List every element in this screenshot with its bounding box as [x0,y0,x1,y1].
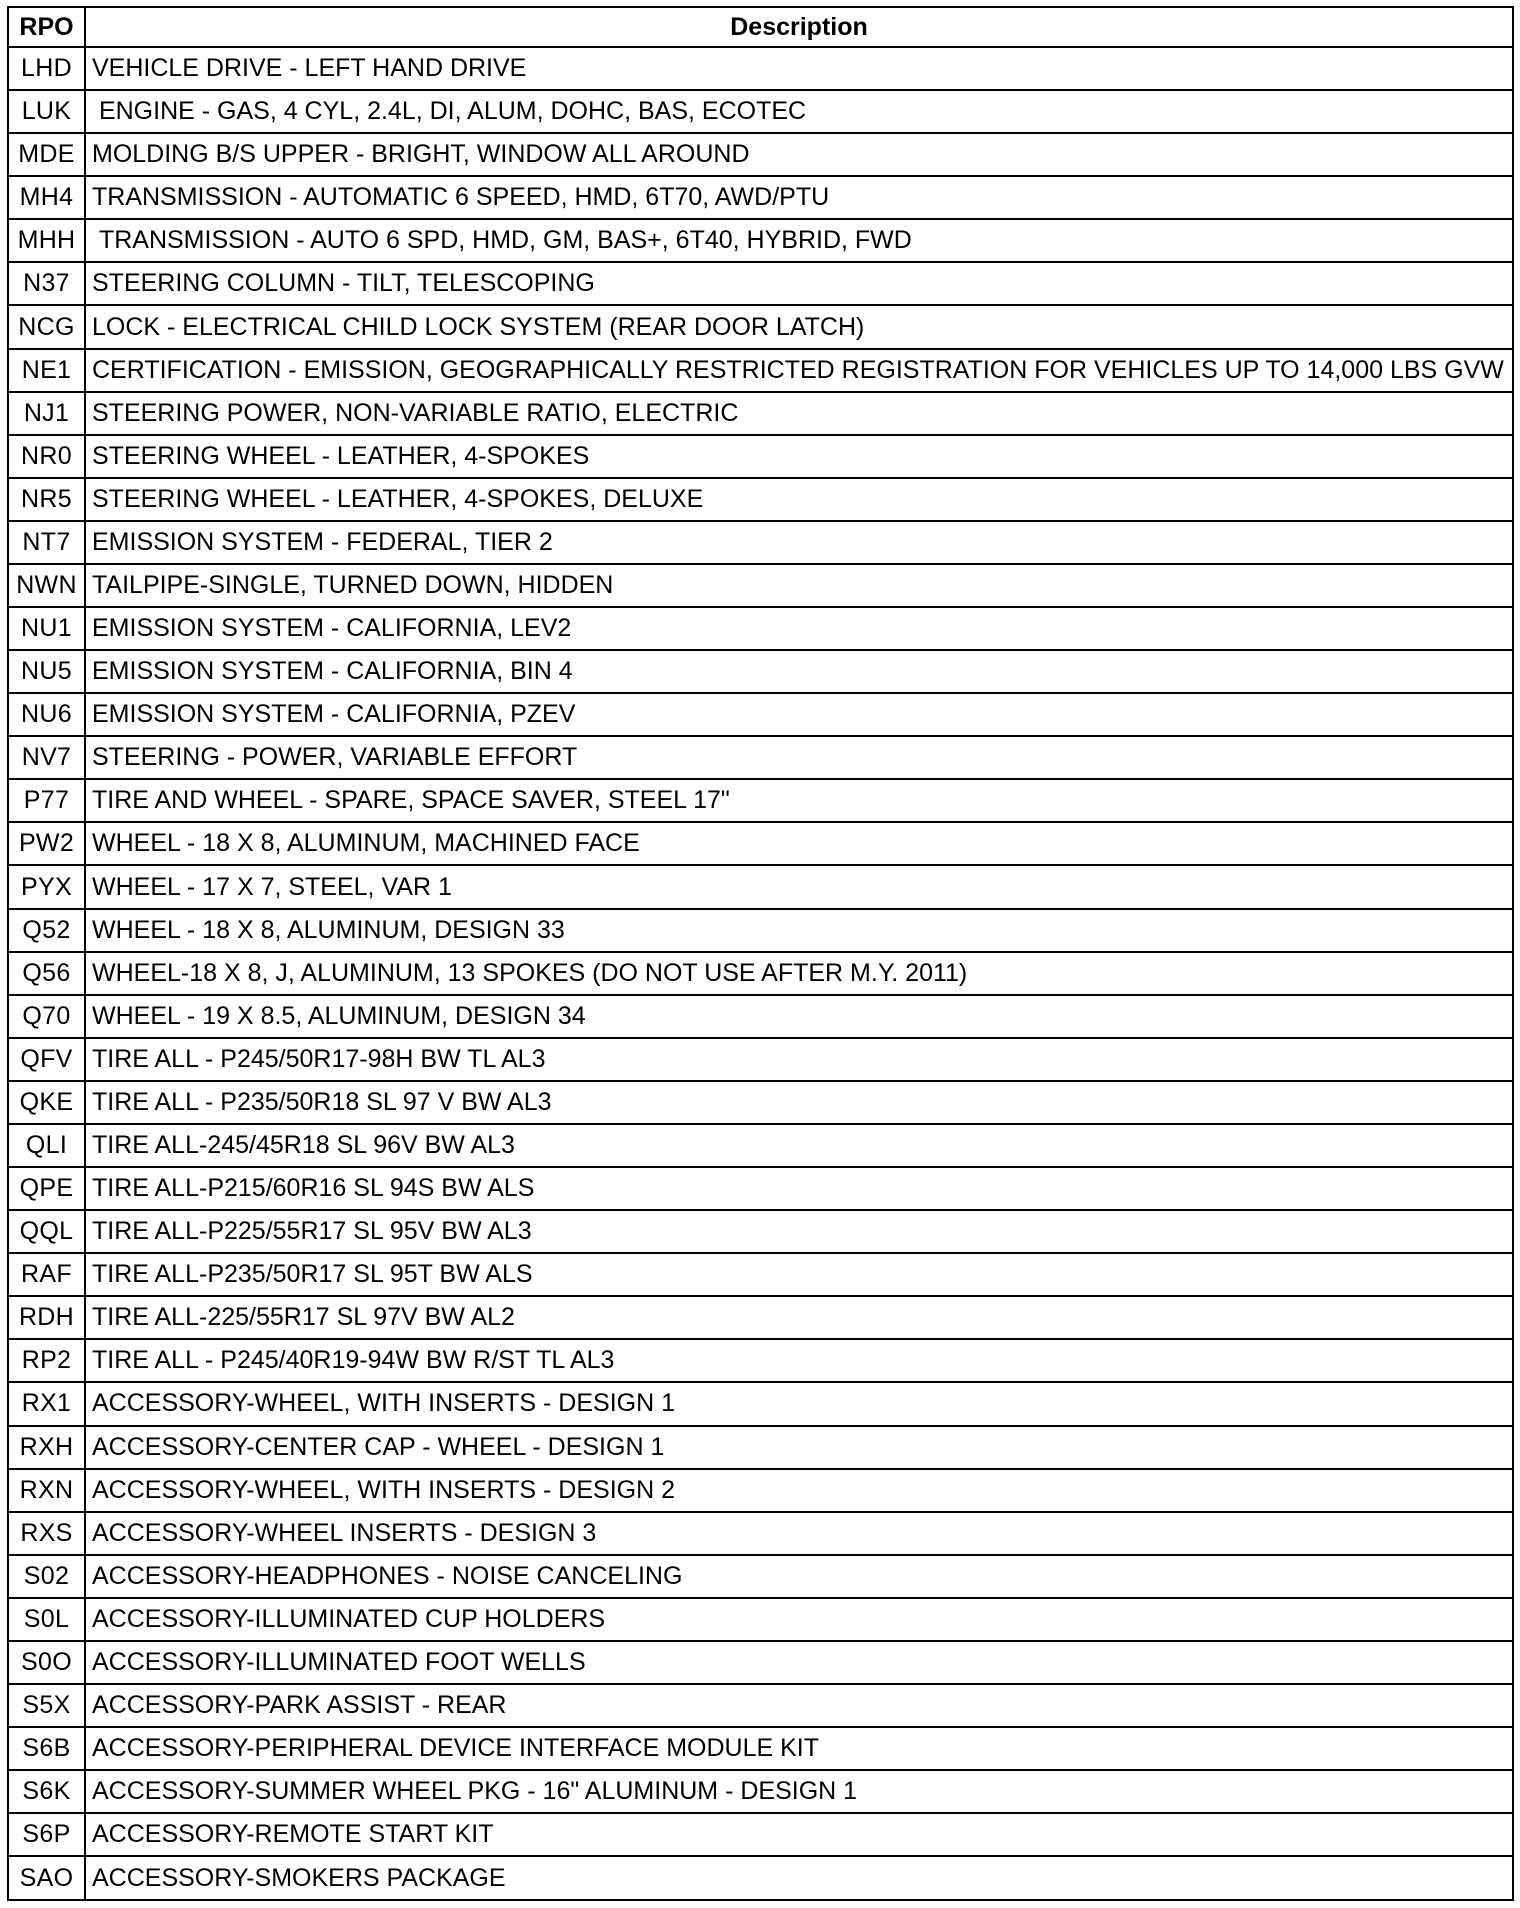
table-row [8,1339,1513,1382]
rpo-code-cell: S0O [8,1641,85,1684]
table-row [8,349,1513,392]
rpo-code-cell: PW2 [8,822,85,865]
rpo-code-cell: NU6 [8,693,85,736]
rpo-code-cell: RDH [8,1296,85,1339]
rpo-code-cell: NWN [8,564,85,607]
table-row [8,995,1513,1038]
rpo-code-cell: QQL [8,1210,85,1253]
rpo-code-cell: LHD [8,47,85,90]
rpo-table-sheet [7,6,1514,1901]
description-cell: ACCESSORY-REMOTE START KIT [85,1813,1513,1856]
rpo-code-cell: NR0 [8,435,85,478]
description-cell: ACCESSORY-WHEEL, WITH INSERTS - DESIGN 2 [85,1469,1513,1512]
rpo-code-cell: NU1 [8,607,85,650]
table-row [8,1598,1513,1641]
description-cell: STEERING WHEEL - LEATHER, 4-SPOKES [85,435,1513,478]
description-cell: TIRE ALL-P235/50R17 SL 95T BW ALS [85,1253,1513,1296]
table-row [8,90,1513,133]
column-header-description: Description [85,7,1513,47]
description-cell: TIRE ALL-P215/60R16 SL 94S BW ALS [85,1167,1513,1210]
table-row [8,736,1513,779]
description-cell: ACCESSORY-CENTER CAP - WHEEL - DESIGN 1 [85,1426,1513,1469]
description-cell: ACCESSORY-ILLUMINATED FOOT WELLS [85,1641,1513,1684]
description-cell: ACCESSORY-SUMMER WHEEL PKG - 16" ALUMINUM - DESIGN 1 [85,1770,1513,1813]
table-row [8,305,1513,348]
rpo-code-cell: QPE [8,1167,85,1210]
rpo-code-cell: RX1 [8,1382,85,1425]
rpo-code-cell: S02 [8,1555,85,1598]
description-cell: TIRE ALL - P235/50R18 SL 97 V BW AL3 [85,1081,1513,1124]
rpo-code-cell: QKE [8,1081,85,1124]
description-cell: ACCESSORY-ILLUMINATED CUP HOLDERS [85,1598,1513,1641]
description-cell: ACCESSORY-HEADPHONES - NOISE CANCELING [85,1555,1513,1598]
rpo-code-cell: Q56 [8,952,85,995]
rpo-code-cell: RAF [8,1253,85,1296]
table-row [8,1856,1513,1900]
description-cell: ACCESSORY-PERIPHERAL DEVICE INTERFACE MODULE KIT [85,1727,1513,1770]
rpo-code-cell: N37 [8,262,85,305]
description-cell: ACCESSORY-WHEEL INSERTS - DESIGN 3 [85,1512,1513,1555]
table-row [8,1727,1513,1770]
description-cell: STEERING - POWER, VARIABLE EFFORT [85,736,1513,779]
rpo-code-cell: NJ1 [8,392,85,435]
rpo-code-cell: Q52 [8,909,85,952]
table-row [8,1426,1513,1469]
table-row [8,909,1513,952]
table-row [8,1038,1513,1081]
rpo-code-cell: SAO [8,1856,85,1900]
description-cell: ACCESSORY-PARK ASSIST - REAR [85,1684,1513,1727]
description-cell: TRANSMISSION - AUTOMATIC 6 SPEED, HMD, 6T70, AWD/PTU [85,176,1513,219]
table-row [8,262,1513,305]
description-cell: EMISSION SYSTEM - CALIFORNIA, BIN 4 [85,650,1513,693]
table-row [8,478,1513,521]
rpo-code-cell: RXS [8,1512,85,1555]
table-row [8,1512,1513,1555]
table-row [8,1296,1513,1339]
table-row [8,952,1513,995]
rpo-code-cell: Q70 [8,995,85,1038]
rpo-code-cell: NV7 [8,736,85,779]
rpo-code-cell: MHH [8,219,85,262]
rpo-code-cell: S6P [8,1813,85,1856]
rpo-code-cell: NCG [8,305,85,348]
description-cell: CERTIFICATION - EMISSION, GEOGRAPHICALLY RESTRICTED REGISTRATION FOR VEHICLES UP TO 14,000 LBS GVW [85,349,1513,392]
rpo-code-cell: RP2 [8,1339,85,1382]
table-row [8,779,1513,822]
table-row [8,1382,1513,1425]
rpo-code-cell: P77 [8,779,85,822]
table-row [8,822,1513,865]
description-cell: STEERING POWER, NON-VARIABLE RATIO, ELECTRIC [85,392,1513,435]
table-row [8,1684,1513,1727]
column-header-rpo: RPO [8,7,85,47]
description-cell: MOLDING B/S UPPER - BRIGHT, WINDOW ALL AROUND [85,133,1513,176]
rpo-code-cell: NE1 [8,349,85,392]
rpo-code-cell: PYX [8,865,85,908]
rpo-code-cell: RXH [8,1426,85,1469]
description-cell: EMISSION SYSTEM - FEDERAL, TIER 2 [85,521,1513,564]
description-cell: ACCESSORY-WHEEL, WITH INSERTS - DESIGN 1 [85,1382,1513,1425]
description-cell: VEHICLE DRIVE - LEFT HAND DRIVE [85,47,1513,90]
table-row [8,564,1513,607]
table-row [8,650,1513,693]
description-cell: WHEEL - 17 X 7, STEEL, VAR 1 [85,865,1513,908]
table-header-row [8,7,1513,47]
table-row [8,693,1513,736]
rpo-code-cell: MDE [8,133,85,176]
rpo-code-cell: RXN [8,1469,85,1512]
rpo-code-cell: LUK [8,90,85,133]
table-row [8,133,1513,176]
rpo-code-cell: MH4 [8,176,85,219]
table-row [8,1167,1513,1210]
description-cell: WHEEL-18 X 8, J, ALUMINUM, 13 SPOKES (DO NOT USE AFTER M.Y. 2011) [85,952,1513,995]
table-row [8,1469,1513,1512]
table-row [8,392,1513,435]
description-cell: WHEEL - 18 X 8, ALUMINUM, MACHINED FACE [85,822,1513,865]
rpo-code-cell: NR5 [8,478,85,521]
rpo-code-cell: S6K [8,1770,85,1813]
table-row [8,607,1513,650]
rpo-code-cell: S6B [8,1727,85,1770]
description-cell: TIRE ALL - P245/50R17-98H BW TL AL3 [85,1038,1513,1081]
table-row [8,1124,1513,1167]
description-cell: TIRE ALL-225/55R17 SL 97V BW AL2 [85,1296,1513,1339]
table-row [8,865,1513,908]
table-row [8,1081,1513,1124]
description-cell: WHEEL - 19 X 8.5, ALUMINUM, DESIGN 34 [85,995,1513,1038]
table-row [8,1210,1513,1253]
rpo-code-cell: S0L [8,1598,85,1641]
description-cell: WHEEL - 18 X 8, ALUMINUM, DESIGN 33 [85,909,1513,952]
table-row [8,1555,1513,1598]
description-cell: TRANSMISSION - AUTO 6 SPD, HMD, GM, BAS+, 6T40, HYBRID, FWD [85,219,1513,262]
table-row [8,176,1513,219]
table-row [8,219,1513,262]
description-cell: TIRE ALL-245/45R18 SL 96V BW AL3 [85,1124,1513,1167]
description-cell: ACCESSORY-SMOKERS PACKAGE [85,1856,1513,1900]
description-cell: EMISSION SYSTEM - CALIFORNIA, PZEV [85,693,1513,736]
table-row [8,1641,1513,1684]
table-row [8,47,1513,90]
description-cell: TIRE ALL-P225/55R17 SL 95V BW AL3 [85,1210,1513,1253]
table-row [8,1253,1513,1296]
table-row [8,1813,1513,1856]
table-row [8,521,1513,564]
rpo-code-cell: QFV [8,1038,85,1081]
description-cell: LOCK - ELECTRICAL CHILD LOCK SYSTEM (REAR DOOR LATCH) [85,305,1513,348]
table-body [8,47,1513,1900]
description-cell: ENGINE - GAS, 4 CYL, 2.4L, DI, ALUM, DOHC, BAS, ECOTEC [85,90,1513,133]
description-cell: STEERING COLUMN - TILT, TELESCOPING [85,262,1513,305]
rpo-code-cell: NT7 [8,521,85,564]
table-row [8,1770,1513,1813]
description-cell: TIRE AND WHEEL - SPARE, SPACE SAVER, STEEL 17" [85,779,1513,822]
table-row [8,435,1513,478]
rpo-code-cell: QLI [8,1124,85,1167]
description-cell: EMISSION SYSTEM - CALIFORNIA, LEV2 [85,607,1513,650]
description-cell: TAILPIPE-SINGLE, TURNED DOWN, HIDDEN [85,564,1513,607]
rpo-code-cell: NU5 [8,650,85,693]
rpo-code-cell: S5X [8,1684,85,1727]
description-cell: TIRE ALL - P245/40R19-94W BW R/ST TL AL3 [85,1339,1513,1382]
rpo-table [7,6,1514,1901]
description-cell: STEERING WHEEL - LEATHER, 4-SPOKES, DELUXE [85,478,1513,521]
